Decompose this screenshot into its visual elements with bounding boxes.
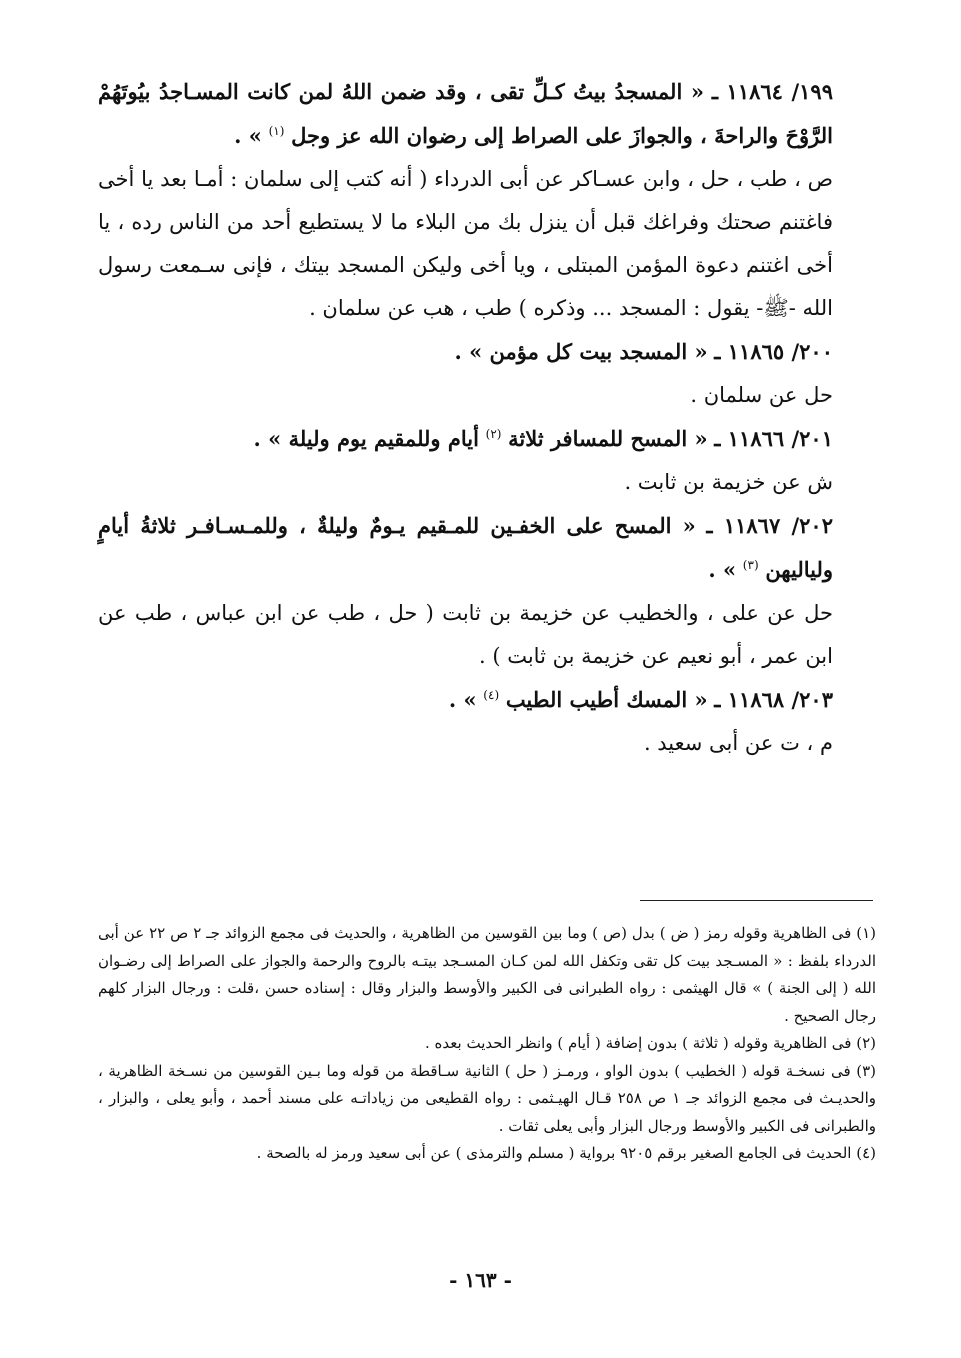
hadith-source: حل عن على ، والخطيب عن خزيمة بن ثابت ( حل ، طب عن ابن عباس ، طب عن ابن عمر ، أبو نعيم عن خزيمة بن ثابت ) .: [98, 601, 833, 668]
hadith-entry: [98, 504, 833, 592]
footnote-ref: (٤): [483, 688, 500, 702]
hadith-text: « المسك أطيب الطيب: [505, 687, 708, 712]
footnotes: [98, 920, 876, 1168]
hadith-number: ٢٠٠/ ١١٨٦٥ ـ: [714, 339, 833, 364]
hadith-source: م ، ت عن أبى سعيد .: [643, 731, 833, 755]
hadith-text: « المسح على الخفـين للمـقيم يـومٌ وليلةٌ ، وللمـسـافـر ثلاثةُ أيامٍ ولياليهن: [98, 513, 833, 582]
hadith-source: ص ، طب ، حل ، وابن عسـاكر عن أبى الدرداء ( أنه كتب إلى سلمان : أمـا بعد يا أخى فاغتنم صحتك وفراغك قبل أن ينزل بك من البلاء ما لا يستطيع أحد من الناس رده ، يا أخى اغتنم دعوة المؤمن المبتلى ، ويا أخى وليكن المسجد بيتك ، فإنى سـمعت رسول الله -ﷺ- يقول : المسجد ... وذكره ) طب ، هب عن سلمان .: [98, 167, 833, 320]
footnote-divider: [640, 900, 873, 901]
footnote-4: (٤) الحديث فى الجامع الصغير برقم ٩٢٠٥ برواية ( مسلم والترمذى ) عن أبى سعيد ورمز له بالصحة .: [256, 1144, 876, 1162]
hadith-entry: [98, 678, 833, 722]
hadith-number: ٢٠١/ ١١٨٦٦ ـ: [714, 426, 833, 451]
footnote-2: (٢) فى الظاهرية وقوله ( ثلاثة ) بدون إضافة ( أيام ) وانظر الحديث بعده .: [425, 1034, 876, 1052]
hadith-text-end: » .: [448, 687, 477, 712]
hadith-entry: [98, 330, 833, 374]
hadith-text: « المسجدُ بيتُ كـلِّ تقى ، وقد ضمن اللهُ لمن كانت المسـاجدُ بيُوتَهُمْ الرَّوْحَ والراحةَ ، والجوازَ على الصراط إلى رضوان الله عز وجل: [98, 79, 833, 148]
hadith-text: « المسجد بيت كل مؤمن » .: [454, 339, 708, 364]
footnote-ref: (٢): [485, 427, 502, 441]
hadith-entry: [98, 70, 833, 158]
hadith-entry: [98, 417, 833, 461]
footnote-1: (١) فى الظاهرية وقوله رمز ( ض ) بدل (ص ) وما بين القوسين من الظاهرية ، والحديث فى مجمع الزوائد جـ ٢ ص ٢٢ عن أبى الدرداء بلفظ : « المسـجد بيت كل تقى وتكفل الله لمن كـان المسـجد بيتـه بالروح والرحمة والجواز على الصراط إلى رضـوان الله ( إلى الجنة ) » قال الهيثمى : رواه الطبرانى فى الكبير والأوسط والبزار وقال : إسناده حسن ،قلت : ورجال البزار كلهم رجال الصحيح .: [98, 924, 877, 1025]
footnote-ref: (١): [268, 124, 285, 138]
hadith-source: حل عن سلمان .: [690, 383, 833, 407]
hadith-number: ٢٠٣/ ١١٨٦٨ ـ: [714, 687, 833, 712]
hadith-text-end: » .: [234, 123, 262, 148]
hadith-number: ٢٠٢/ ١١٨٦٧ ـ: [706, 513, 833, 538]
hadith-text-end: » .: [708, 557, 737, 582]
hadith-source: ش عن خزيمة بن ثابت .: [624, 470, 833, 494]
footnote-ref: (٣): [742, 558, 759, 572]
hadith-number: ١٩٩/ ١١٨٦٤ ـ: [711, 79, 833, 104]
page-number: - ١٦٣ -: [449, 1268, 512, 1292]
hadith-text: « المسح للمسافر ثلاثة: [508, 426, 708, 451]
footnote-3: (٣) فى نسخـة قوله ( الخطيب ) بدون الواو ، ورمـز ( حل ) الثانية سـاقطة من قوله وما بـين القوسين من نسـخة الظاهرية ، والحديـث فى مجمع الزوائد جـ ١ ص ٢٥٨ قـال الهيـثمى : رواه القطيعى من زياداتـه على مسند أحمد ، وأبو يعلى ، والبزار ، والطبرانى فى الكبير والأوسط ورجال البزار وأبى يعلى ثقات .: [98, 1061, 876, 1135]
hadith-text-end: أيام وللمقيم يوم وليلة » .: [253, 426, 479, 451]
main-text: [98, 70, 833, 765]
